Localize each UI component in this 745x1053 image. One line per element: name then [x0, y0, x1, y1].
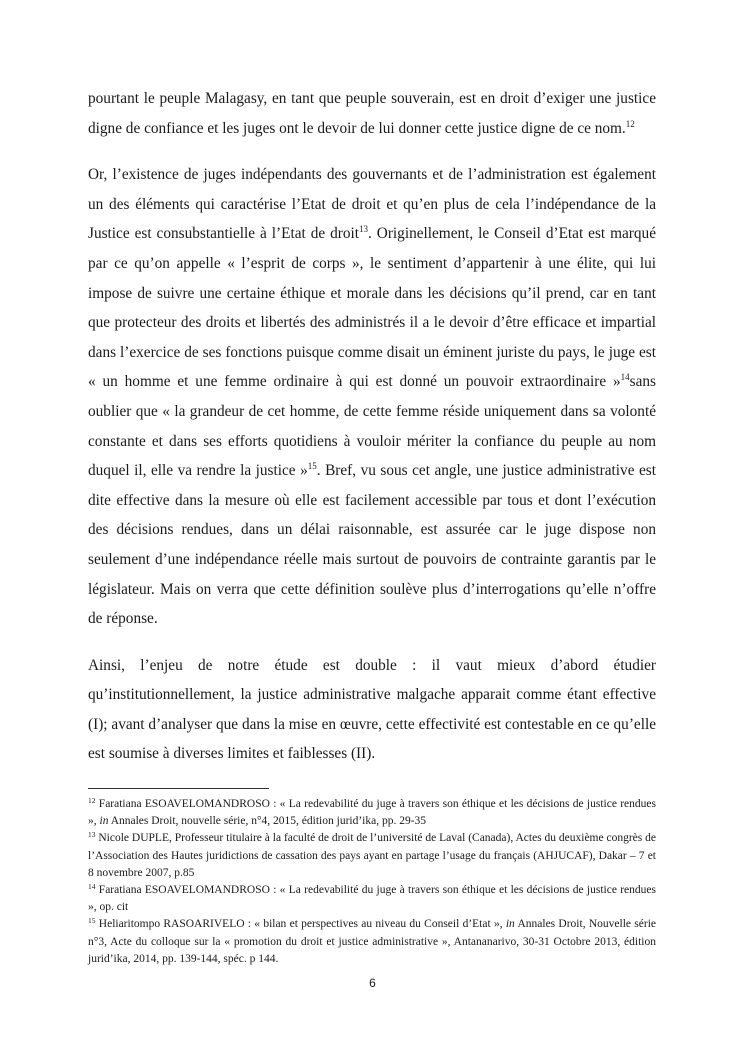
- footnote-number: 13: [88, 830, 96, 840]
- paragraph-3-text: Ainsi, l’enjeu de notre étude est double : il vaut mieux d’abord étudier qu’institutionnellement, la justice administrative malgache apparait comme étant effective (I); avant d’analyser que dans la mise en œuvre, cette effectivité est contestable en ce qu’elle est soumise à diverses limites et faiblesses (II).: [88, 656, 656, 763]
- paragraph-2-text-a: Or, l’existence de juges indépendants des gouvernants et de l’administration est également un des éléments qui caractérise l’Etat de droit et qu’en plus de cela l’indépendance de la Justice est consubstantielle à l’Etat de droit: [88, 166, 656, 243]
- paragraph-2: [88, 160, 656, 634]
- footnote-text: Annales Droit, Nouvelle série n°3, Acte du colloque sur la « promotion du droit et justice administrative », Antananarivo, 30-31 Octobre 2013, édition jurid’ika, 2014, pp. 139-144, spéc. p 144.: [88, 918, 657, 965]
- paragraph-1: [88, 84, 656, 143]
- footnote-italic: in: [505, 918, 515, 931]
- paragraph-3: [88, 651, 656, 769]
- footnote-italic: in: [99, 815, 109, 828]
- footnote-14: [88, 882, 656, 916]
- footnote-ref-12[interactable]: 12: [625, 118, 635, 129]
- footnote-12: [88, 796, 656, 830]
- paragraph-2-text-d: . Bref, vu sous cet angle, une justice administrative est dite effective dans la mesure où elle est facilement accessible par tous et dont l’exécution des décisions rendues, dans un délai raisonnable, est assurée car le juge dispose non seulement d’une indépendance réelle mais surtout de pouvoirs de contrainte garantis par le législateur. Mais on verra que cette définition soulève plus d’interrogations qu’elle n’offre de réponse.: [88, 462, 656, 628]
- paragraph-1-text: pourtant le peuple Malagasy, en tant que peuple souverain, est en droit d’exiger une justice digne de confiance et les juges ont le devoir de lui donner cette justice digne de ce nom.: [88, 90, 656, 137]
- footnote-number: 12: [88, 796, 96, 805]
- footnote-text: Annales Droit, nouvelle série, n°4, 2015, édition jurid’ika, pp. 29-35: [108, 815, 427, 828]
- footnotes: [88, 796, 656, 968]
- footnote-separator: [88, 788, 269, 789]
- footnote-ref-15[interactable]: 15: [307, 461, 317, 472]
- footnote-ref-13[interactable]: 13: [359, 224, 368, 235]
- footnote-text: Heliaritompo RASOARIVELO : « bilan et perspectives au niveau du Conseil d’Etat »,: [95, 918, 506, 931]
- footnote-text: Faratiana ESOAVELOMANDROSO : « La redevabilité du juge à travers son éthique et les décisions de justice rendues »,: [88, 798, 656, 828]
- footnote-15: [88, 916, 656, 968]
- footnote-13: [88, 830, 656, 882]
- footnote-text: Faratiana ESOAVELOMANDROSO : « La redevabilité du juge à travers son éthique et les décisions de justice rendues », op. cit: [88, 884, 656, 914]
- paragraph-2-text-c: sans oublier que « la grandeur de cet homme, de cette femme réside uniquement dans sa volonté constante et dans ses efforts quotidiens à vouloir mériter la confiance du peuple au nom duquel il, elle va rendre la justice »: [88, 373, 656, 480]
- page-number: 6: [369, 976, 376, 990]
- body-text: [88, 84, 656, 786]
- footnote-number: 14: [88, 882, 96, 892]
- paragraph-2-text-b: . Originellement, le Conseil d’Etat est marqué par ce qu’on appelle « l’esprit de corps », le sentiment d’appartenir à une élite, qui lui impose de suivre une certaine éthique et morale dans les décisions qu’il prend, car en tant que protecteur des droits et libertés des administrés il a le devoir d’être efficace et impartial dans l’exercice de ses fonctions puisque comme disait un éminent juriste du pays, le juge est « un homme et une femme ordinaire à qui est donné un pouvoir extraordinaire »: [88, 225, 656, 391]
- footnote-number: 15: [88, 916, 96, 926]
- footnote-ref-14[interactable]: 14: [620, 372, 630, 383]
- footnote-text: Nicole DUPLE, Professeur titulaire à la faculté de droit de l’université de Laval (Canada), Actes du deuxième congrès de l’Association des Hautes juridictions de cassation des pays ayant en partage l’usage du français (AHJUCAF), Dakar – 7 et 8 novembre 2007, p.85: [88, 832, 656, 879]
